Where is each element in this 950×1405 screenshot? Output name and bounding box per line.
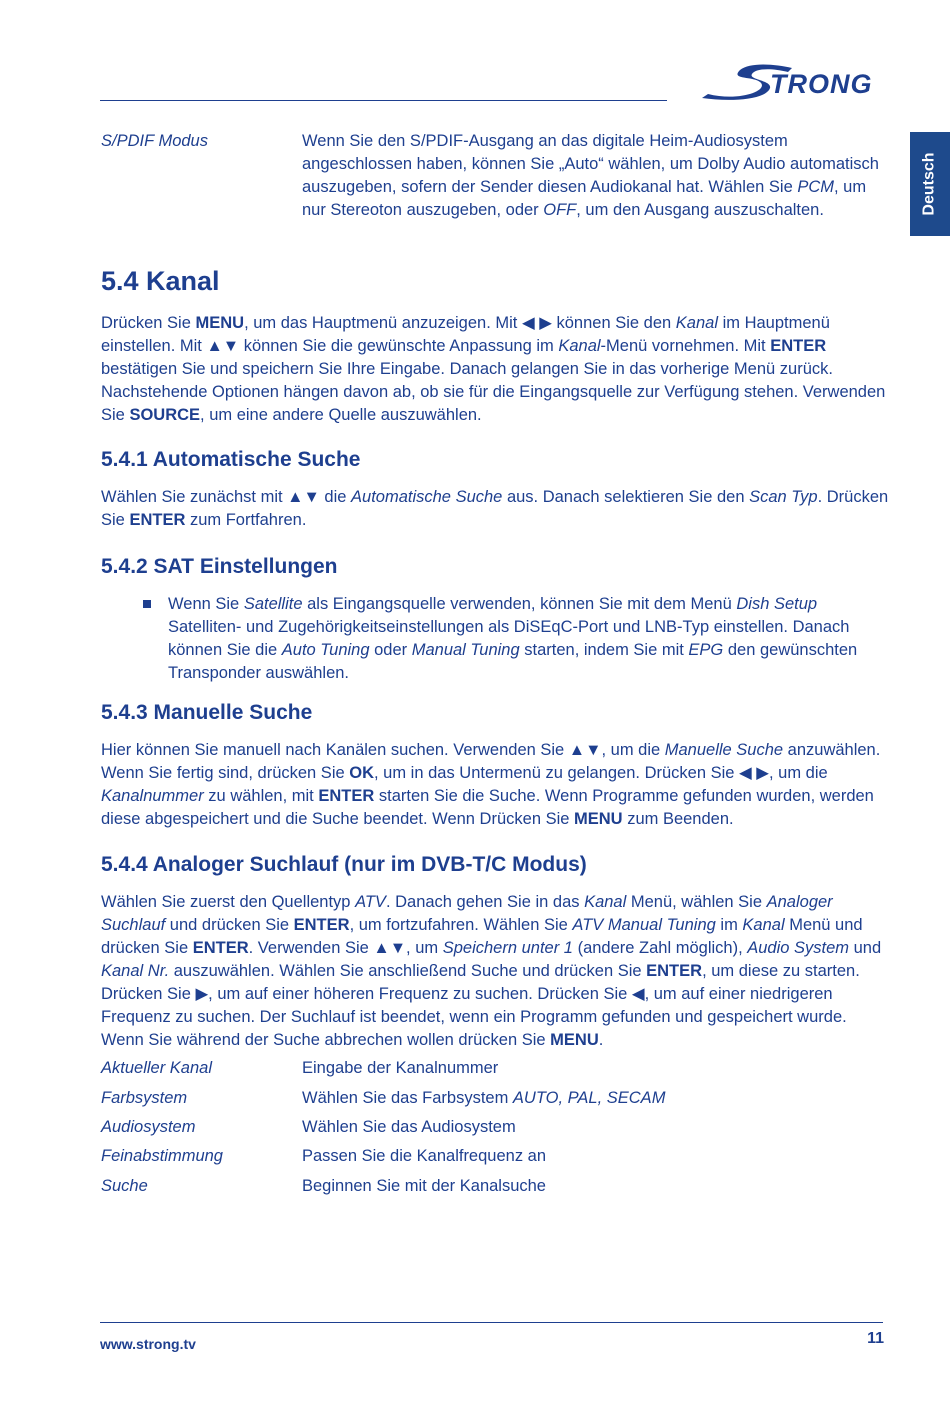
section-5-4-4-text: Wählen Sie zuerst den Quellentyp ATV. Danach gehen Sie in das Kanal Menü, wählen Sie Analoger Suchlauf und drücken Sie ENTER, um fortzufahren. Wählen Sie ATV Manual Tuning im Kanal Menü und drücken Sie ENTER. Verwenden Sie ▲▼, um Speichern unter 1 (andere Zahl möglich), Audio System und Kanal Nr. auszuwählen. Wählen Sie anschließend Suche und drücken Sie ENTER, um diese zu starten. Drücken Sie ▶, um auf einer höheren Frequenz zu suchen. Drücken Sie ◀, um auf einer niedrigeren Frequenz zu suchen. Der Suchlauf ist beendet, wenn ein Programm gefunden und gespeichert wurde. Wenn Sie während der Suche abbrechen wollen drücken Sie MENU.	[101, 893, 882, 1049]
option-label: Feinabstimmung	[101, 1147, 223, 1165]
section-5-4-1-text: Wählen Sie zunächst mit ▲▼ die Automatische Suche aus. Danach selektieren Sie den Scan Typ. Drücken Sie ENTER zum Fortfahren.	[101, 488, 889, 529]
option-description: Beginnen Sie mit der Kanalsuche	[302, 1177, 546, 1195]
option-label: Aktueller Kanal	[101, 1059, 212, 1077]
section-heading-5-4-4: 5.4.4 Analoger Suchlauf (nur im DVB-T/C Modus)	[101, 853, 587, 876]
bullet-marker	[143, 600, 151, 608]
option-label: Audiosystem	[101, 1118, 196, 1136]
spdif-label: S/PDIF Modus	[101, 132, 208, 150]
option-description: Wählen Sie das Farbsystem AUTO, PAL, SECAM	[302, 1089, 666, 1107]
section-heading-5-4-2: 5.4.2 SAT Einstellungen	[101, 555, 338, 578]
section-heading-5-4-3: 5.4.3 Manuelle Suche	[101, 701, 313, 724]
spdif-description: Wenn Sie den S/PDIF-Ausgang an das digitale Heim-Audiosystem angeschlossen haben, können Sie „Auto“ wählen, um Dolby Audio automatisch auszugeben, sofern der Sender diesen Audiokanal hat. Wählen Sie PCM, um nur Stereoton auszugeben, oder OFF, um den Ausgang auszuschalten.	[302, 132, 879, 219]
header-rule	[100, 100, 667, 101]
language-tab-label: Deutsch	[921, 152, 938, 216]
option-description: Wählen Sie das Audiosystem	[302, 1118, 516, 1136]
section-5-4-3-text: Hier können Sie manuell nach Kanälen suchen. Verwenden Sie ▲▼, um die Manuelle Suche anzuwählen. Wenn Sie fertig sind, drücken Sie OK, um in das Untermenü zu gelangen. Drücken Sie ◀ ▶, um die Kanalnummer zu wählen, mit ENTER starten Sie die Suche. Wenn Programme gefunden wurden, werden diese abgespeichert und die Suche beendet. Wenn Drücken Sie MENU zum Beenden.	[101, 741, 881, 828]
option-description: Eingabe der Kanalnummer	[302, 1059, 499, 1077]
section-5-4-2-text: Wenn Sie Satellite als Eingangsquelle verwenden, können Sie mit dem Menü Dish Setup Satelliten- und Zugehörigkeitseinstellungen als DiSEqC-Port und LNB-Typ einstellen. Danach können Sie die Auto Tuning oder Manual Tuning starten, indem Sie mit EPG den gewünschten Transponder auswählen.	[168, 595, 858, 682]
option-label: Farbsystem	[101, 1089, 188, 1107]
svg-text:TRONG: TRONG	[770, 69, 873, 99]
section-heading-5-4-1: 5.4.1 Automatische Suche	[101, 448, 361, 471]
language-tab	[910, 132, 950, 236]
section-heading-5-4: 5.4 Kanal	[101, 266, 220, 296]
page-number: 11	[867, 1330, 884, 1347]
footer-rule	[100, 1322, 883, 1323]
footer-website-link[interactable]: www.strong.tv	[100, 1336, 196, 1352]
strong-logo	[700, 62, 883, 102]
option-label: Suche	[101, 1177, 148, 1195]
option-description: Passen Sie die Kanalfrequenz an	[302, 1147, 547, 1165]
section-5-4-text: Drücken Sie MENU, um das Hauptmenü anzuzeigen. Mit ◀ ▶ können Sie den Kanal im Hauptmenü einstellen. Mit ▲▼ können Sie die gewünschte Anpassung im Kanal-Menü vornehmen. Mit ENTER bestätigen Sie und speichern Sie Ihre Eingabe. Danach gelangen Sie in das vorherige Menü zurück. Nachstehende Optionen hängen davon ab, ob sie für die Eingangsquelle zur Verfügung stehen. Verwenden Sie SOURCE, um eine andere Quelle auszuwählen.	[101, 314, 886, 424]
